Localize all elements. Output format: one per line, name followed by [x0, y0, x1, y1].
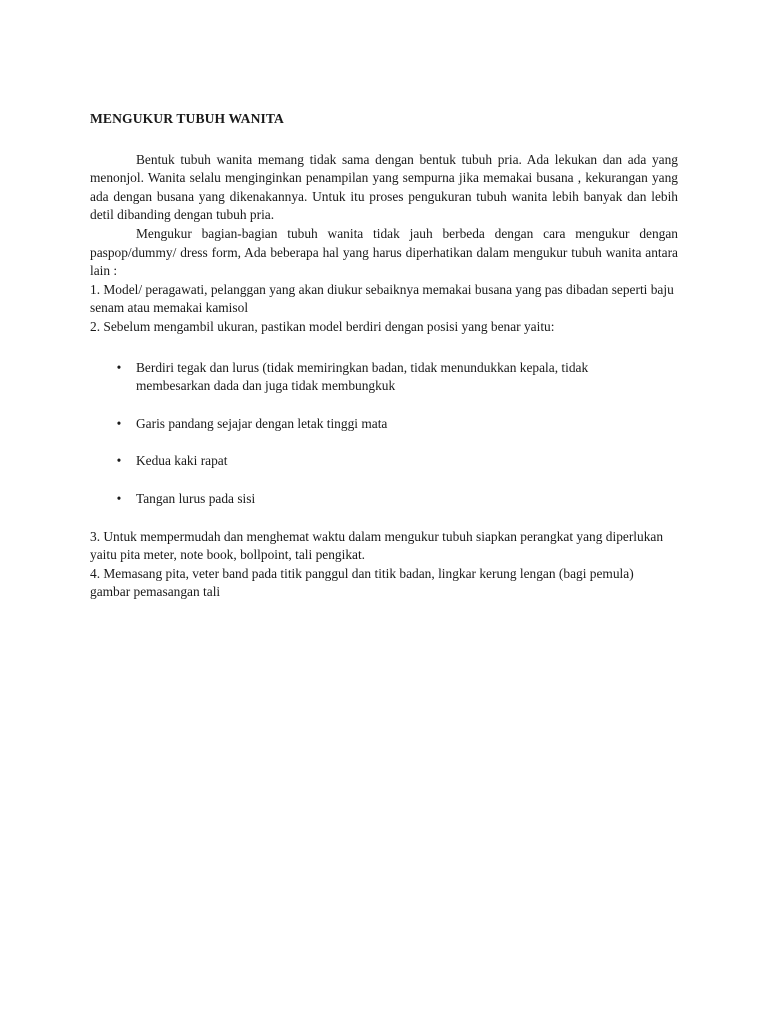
- list-item-4: 4. Memasang pita, veter band pada titik panggul dan titik badan, lingkar kerung lengan (bagi pemula): [90, 565, 634, 581]
- bullet-text: Garis pandang sejajar dengan letak tinggi mata: [136, 415, 388, 431]
- bullet-icon: •: [116, 359, 122, 375]
- list-item-2: 2. Sebelum mengambil ukuran, pastikan model berdiri dengan posisi yang benar yaitu:: [90, 318, 555, 334]
- bullet-item: [90, 490, 678, 509]
- bullet-item: [90, 452, 678, 471]
- image-caption: gambar pemasangan tali: [90, 584, 221, 600]
- document-title: MENGUKUR TUBUH WANITA: [90, 111, 284, 126]
- list-item-3: 3. Untuk mempermudah dan menghemat waktu dalam mengukur tubuh siapkan perangkat yang diperlukan yaitu pita meter, note book, bollpoint, tali pengikat.: [90, 528, 664, 563]
- bullet-text: Tangan lurus pada sisi: [136, 490, 256, 506]
- measuring-paragraph: Mengukur bagian-bagian tubuh wanita tidak jauh berbeda dengan cara mengukur dengan paspop/dummy/ dress form, Ada beberapa hal yang harus diperhatikan dalam mengukur tubuh wanita antara lain :: [90, 225, 678, 279]
- bullet-text: Kedua kaki rapat: [136, 453, 228, 469]
- bullet-item: [90, 359, 678, 396]
- bullet-icon: •: [116, 490, 122, 506]
- bullet-icon: •: [116, 453, 122, 469]
- bullet-item: [90, 415, 678, 434]
- bullet-icon: •: [116, 415, 122, 431]
- document-page: [90, 110, 678, 602]
- list-item-1: 1. Model/ peragawati, pelanggan yang akan diukur sebaiknya memakai busana yang pas dibadan seperti baju senam atau memakai kamisol: [90, 281, 674, 316]
- intro-paragraph: Bentuk tubuh wanita memang tidak sama dengan bentuk tubuh pria. Ada lekukan dan ada yang menonjol. Wanita selalu menginginkan penampilan yang sempurna jika memakai busana , kekurangan yang ada dengan busana yang dikenakannya. Untuk itu proses pengukuran tubuh wanita lebih banyak dan lebih detil dibanding dengan tubuh pria.: [90, 151, 678, 223]
- posture-bullet-list: [90, 359, 678, 509]
- bullet-text: Berdiri tegak dan lurus (tidak memiringkan badan, tidak menundukkan kepala, tidak membesarkan dada dan juga tidak membungkuk: [136, 359, 589, 394]
